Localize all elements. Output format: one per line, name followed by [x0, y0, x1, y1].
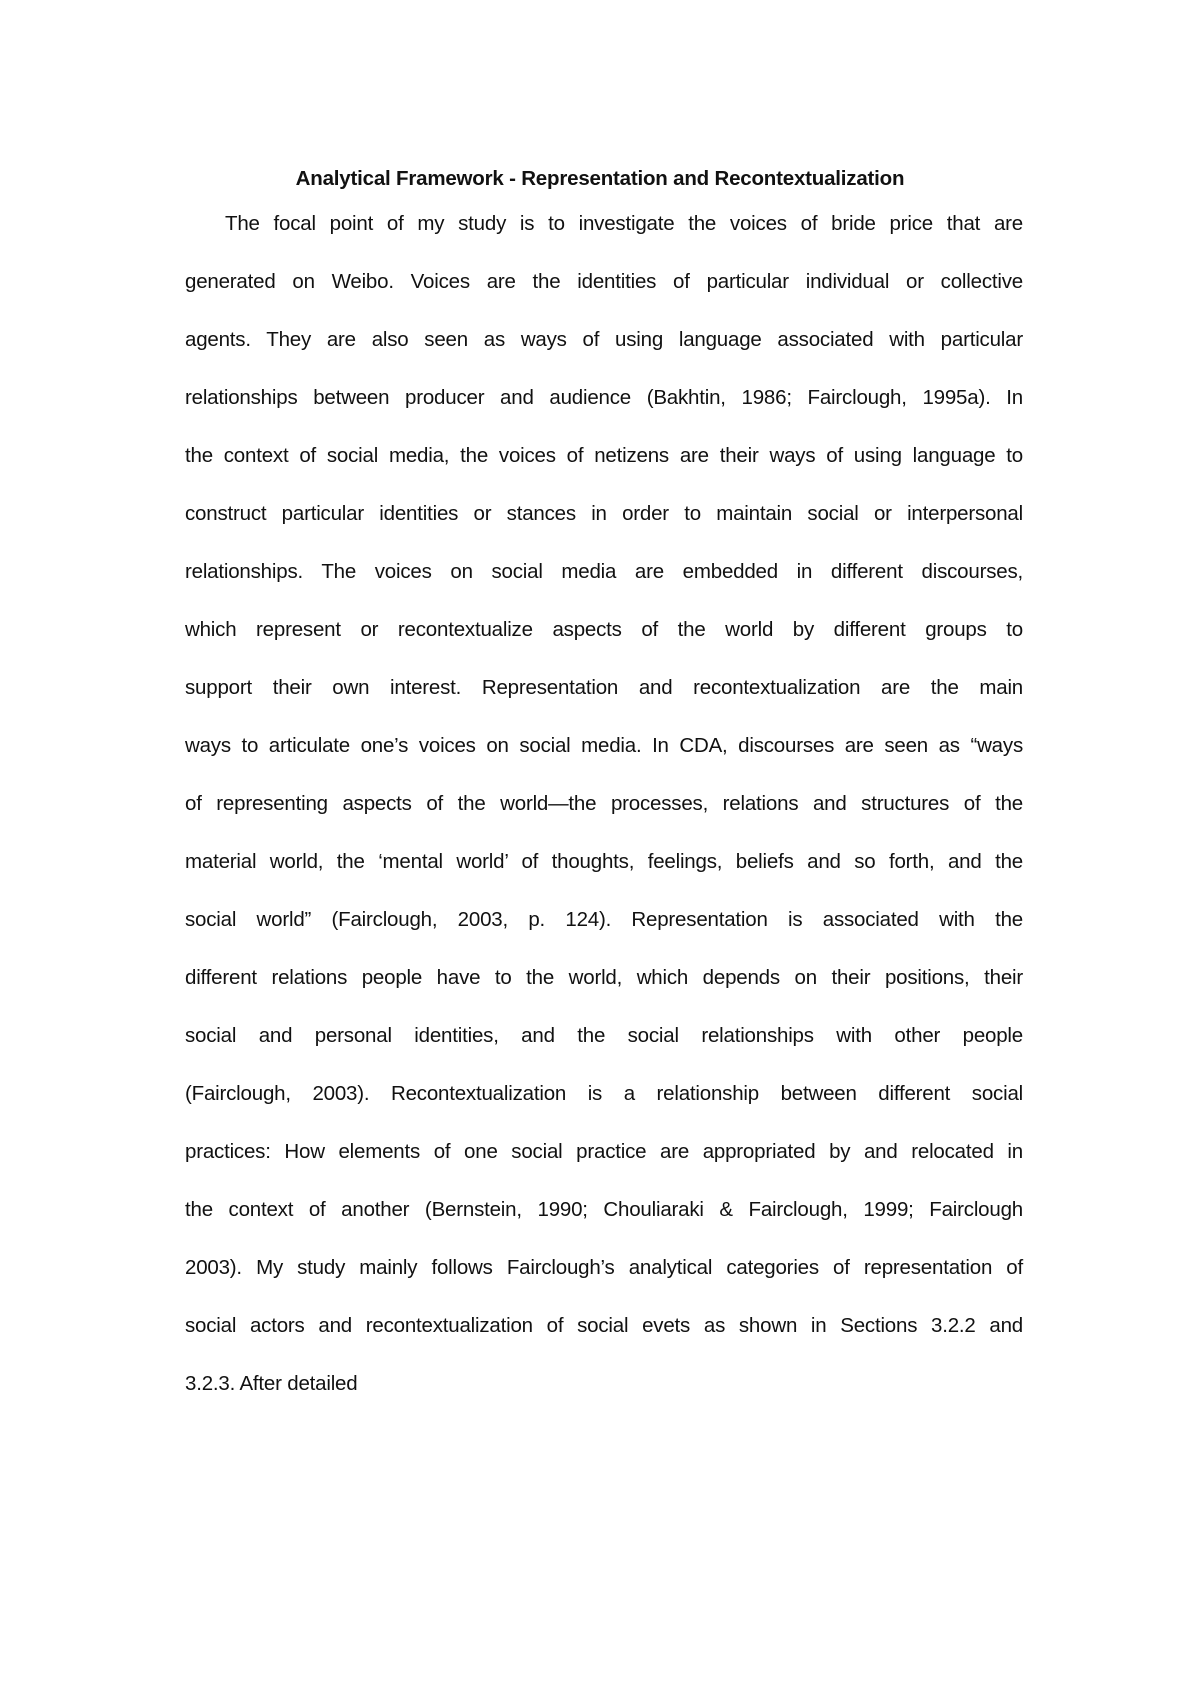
- body-line-18: the context of another (Bernstein, 1990; Chouliaraki & Fairclough, 1999; Fairclough: [185, 1198, 1023, 1221]
- body-line-16: (Fairclough, 2003). Recontextualization is a relationship between different social: [185, 1082, 1023, 1105]
- body-line-1: The focal point of my study is to investigate the voices of bride price that are: [225, 212, 1023, 235]
- body-line-7: relationships. The voices on social media are embedded in different discourses,: [185, 560, 1023, 583]
- body-line-8: which represent or recontextualize aspects of the world by different groups to: [185, 618, 1023, 641]
- body-line-20: social actors and recontextualization of social evets as shown in Sections 3.2.2 and: [185, 1314, 1023, 1337]
- body-line-6: construct particular identities or stances in order to maintain social or interpersonal: [185, 502, 1023, 525]
- body-line-3: agents. They are also seen as ways of using language associated with particular: [185, 328, 1023, 351]
- body-line-9: support their own interest. Representation and recontextualization are the main: [185, 676, 1023, 699]
- body-line-13: social world” (Fairclough, 2003, p. 124). Representation is associated with the: [185, 908, 1023, 931]
- body-line-21: 3.2.3. After detailed: [185, 1372, 358, 1395]
- body-line-14: different relations people have to the world, which depends on their positions, their: [185, 966, 1023, 989]
- body-line-12: material world, the ‘mental world’ of thoughts, feelings, beliefs and so forth, and the: [185, 850, 1023, 873]
- body-line-17: practices: How elements of one social practice are appropriated by and relocated in: [185, 1140, 1023, 1163]
- body-line-19: 2003). My study mainly follows Fairclough’s analytical categories of representation of: [185, 1256, 1023, 1279]
- body-line-4: relationships between producer and audience (Bakhtin, 1986; Fairclough, 1995a). In: [185, 386, 1023, 409]
- document-heading: Analytical Framework - Representation and Recontextualization: [295, 167, 905, 190]
- body-line-15: social and personal identities, and the social relationships with other people: [185, 1024, 1023, 1047]
- body-line-10: ways to articulate one’s voices on social media. In CDA, discourses are seen as “ways: [185, 734, 1023, 757]
- body-line-11: of representing aspects of the world—the processes, relations and structures of the: [185, 792, 1023, 815]
- body-line-2: generated on Weibo. Voices are the identities of particular individual or collective: [185, 270, 1023, 293]
- body-line-5: the context of social media, the voices of netizens are their ways of using language to: [185, 444, 1023, 467]
